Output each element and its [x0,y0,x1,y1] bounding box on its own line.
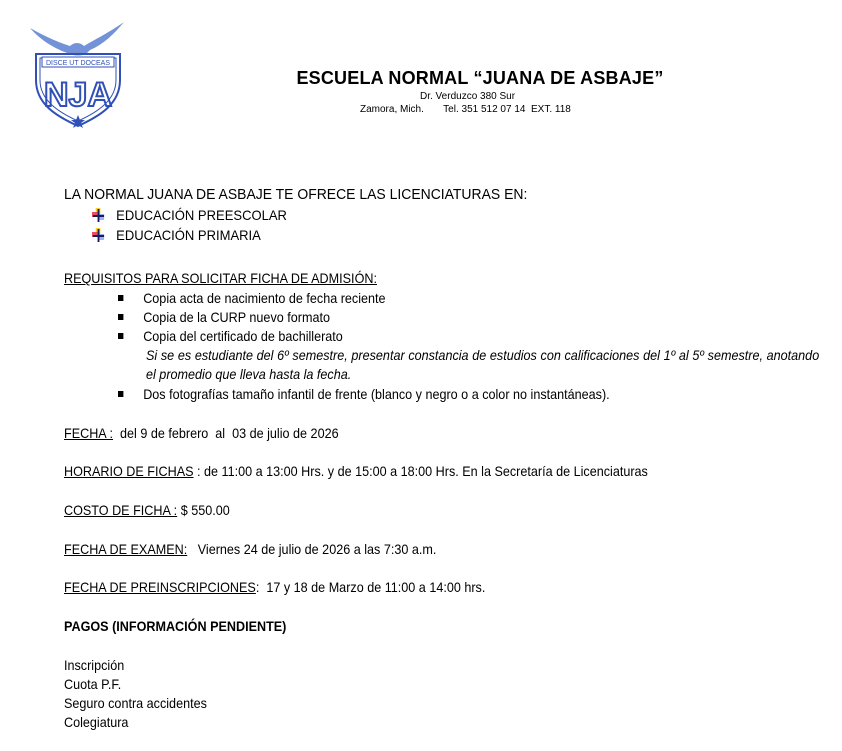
fecha-line: FECHA : del 9 de febrero al 03 de julio de 2026 [64,425,339,441]
requirement-item: Dos fotografías tamaño infantil de frente (blanco y negro o a color no instantáneas). [118,386,610,402]
certificate-note: Si se es estudiante del 6º semestre, presentar constancia de estudios con calificaciones del 1º al 5º semestre, anotando el promedio que lleva hasta la fecha. [146,347,820,382]
address-street: Dr. Verduzco 380 Sur [420,91,516,102]
eagle-shield-icon [28,20,128,130]
school-title: ESCUELA NORMAL “JUANA DE ASBAJE” [296,68,664,88]
colorful-cross-bullet-icon [92,208,105,222]
address-city-phone: Zamora, Mich. Tel. 351 512 07 14 EXT. 118 [360,104,571,115]
degree-label: EDUCACIÓN PRIMARIA [116,227,261,243]
degree-item [92,207,287,223]
requirement-item: Copia de la CURP nuevo formato [118,309,330,325]
payments-heading: PAGOS (INFORMACIÓN PENDIENTE) [64,618,287,634]
payment-item: Seguro contra accidentes [64,695,207,711]
degrees-intro: LA NORMAL JUANA DE ASBAJE TE OFRECE LAS LICENCIATURAS EN: [64,186,528,203]
payment-item: Colegiatura [64,714,129,730]
examen-line: FECHA DE EXAMEN: Viernes 24 de julio de 2026 a las 7:30 a.m. [64,541,437,557]
degree-label: EDUCACIÓN PREESCOLAR [116,207,287,223]
preinscripciones-line: FECHA DE PREINSCRIPCIONES: 17 y 18 de Marzo de 11:00 a 14:00 hrs. [64,579,486,595]
requirement-item: Copia acta de nacimiento de fecha reciente [118,290,386,306]
costo-line: COSTO DE FICHA : $ 550.00 [64,502,230,518]
school-logo [28,20,128,130]
payment-item: Inscripción [64,657,125,673]
square-bullet-icon [118,333,123,339]
square-bullet-icon [118,391,123,397]
degree-item [92,227,261,243]
colorful-cross-bullet-icon [92,228,105,242]
requirements-heading: REQUISITOS PARA SOLICITAR FICHA DE ADMISIÓN: [64,270,377,286]
horario-line: HORARIO DE FICHAS : de 11:00 a 13:00 Hrs. y de 15:00 a 18:00 Hrs. En la Secretaría de Licenciaturas [64,463,648,479]
svg-text:NJA: NJA [43,76,113,114]
square-bullet-icon [118,314,123,320]
square-bullet-icon [118,295,123,301]
svg-text:DISCE UT DOCEAS: DISCE UT DOCEAS [45,60,111,67]
requirement-item: Copia del certificado de bachillerato [118,328,343,344]
payment-item: Cuota P.F. [64,676,122,692]
